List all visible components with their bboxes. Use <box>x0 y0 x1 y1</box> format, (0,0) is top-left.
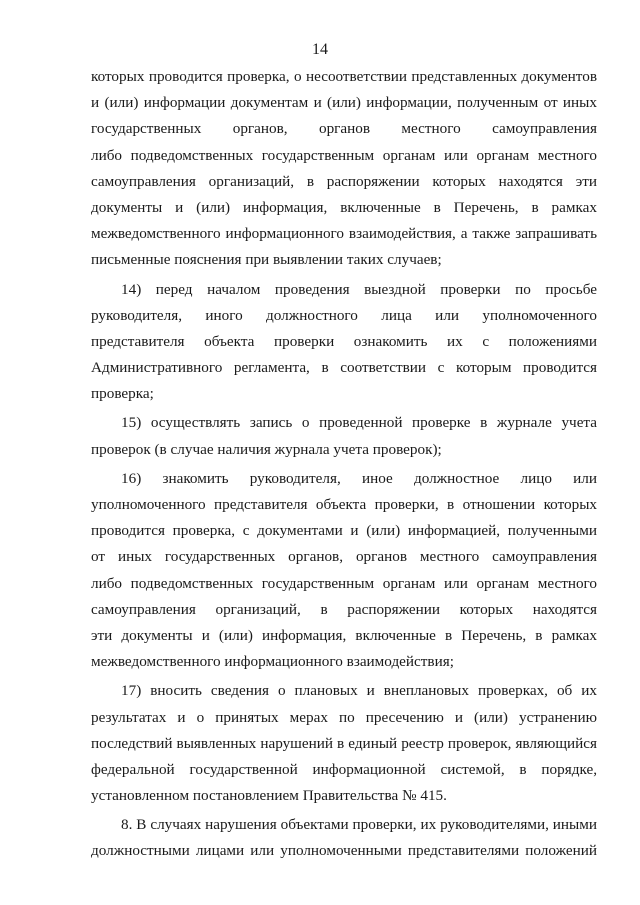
text-line: 16) знакомить руководителя, иное должностное лицо или <box>121 469 597 487</box>
text-line: руководителя, иного должностного лица или уполномоченного <box>91 306 597 324</box>
text-line: Административного регламента, в соответствии с которым проводится <box>91 359 597 377</box>
paragraph-item-15 <box>91 410 597 462</box>
text-line: государственных органов, органов местного самоуправления <box>91 120 597 138</box>
text-line: уполномоченного представителя объекта проверки, в отношении которых <box>91 496 597 513</box>
text-line: проверок (в случае наличия журнала учета проверок); <box>91 440 442 458</box>
paragraph-item-17 <box>91 678 597 809</box>
paragraph-item-16 <box>91 466 597 676</box>
paragraph-continuation <box>91 64 597 274</box>
text-line: самоуправления организаций, в распоряжении которых находятся эти <box>91 172 597 190</box>
paragraph-item-8 <box>91 812 597 864</box>
text-line: документы и (или) информация, включенные в Перечень, в рамках <box>91 198 597 216</box>
document-body <box>91 64 597 865</box>
text-line: эти документы и (или) информация, включенные в Перечень, в рамках <box>91 626 597 644</box>
text-line: федеральной государственной информационной системой, в порядке, <box>91 760 597 778</box>
text-line: представителя объекта проверки ознакомить их с положениями <box>91 332 597 350</box>
text-line: 15) осуществлять запись о проведенной проверке в журнале учета <box>121 414 597 432</box>
text-line: либо подведомственных государственным органам или органам местного <box>91 574 597 592</box>
text-line: 14) перед началом проведения выездной проверки по просьбе <box>121 280 597 298</box>
text-line: самоуправления организаций, в распоряжении которых находятся <box>91 600 597 618</box>
text-line: проводится проверка, с документами и (или) информацией, полученными <box>91 522 597 540</box>
text-line: должностными лицами или уполномоченными представителями положений <box>91 842 597 860</box>
text-line: письменные пояснения при выявлении таких случаев; <box>91 251 442 269</box>
paragraph-item-14 <box>91 277 597 408</box>
text-line: 8. В случаях нарушения объектами проверки, их руководителями, иными <box>121 816 597 834</box>
text-line: установленном постановлением Правительства № 415. <box>91 787 447 805</box>
text-line: и (или) информации документам и (или) информации, полученным от иных <box>91 94 597 112</box>
text-line: которых проводится проверка, о несоответствии представленных документов <box>91 68 597 85</box>
text-line: от иных государственных органов, органов местного самоуправления <box>91 548 597 566</box>
text-line: межведомственного информационного взаимодействия, а также запрашивать <box>91 225 597 243</box>
text-line: проверка; <box>91 385 154 403</box>
text-line: либо подведомственных государственным органам или органам местного <box>91 146 597 164</box>
text-line: 17) вносить сведения о плановых и внеплановых проверках, об их <box>121 682 597 700</box>
text-line: последствий выявленных нарушений в единый реестр проверок, являющийся <box>91 734 597 752</box>
page-number: 14 <box>312 41 328 58</box>
text-line: межведомственного информационного взаимодействия; <box>91 653 454 671</box>
text-line: результатах и о принятых мерах по пресечению и (или) устранению <box>91 708 597 726</box>
